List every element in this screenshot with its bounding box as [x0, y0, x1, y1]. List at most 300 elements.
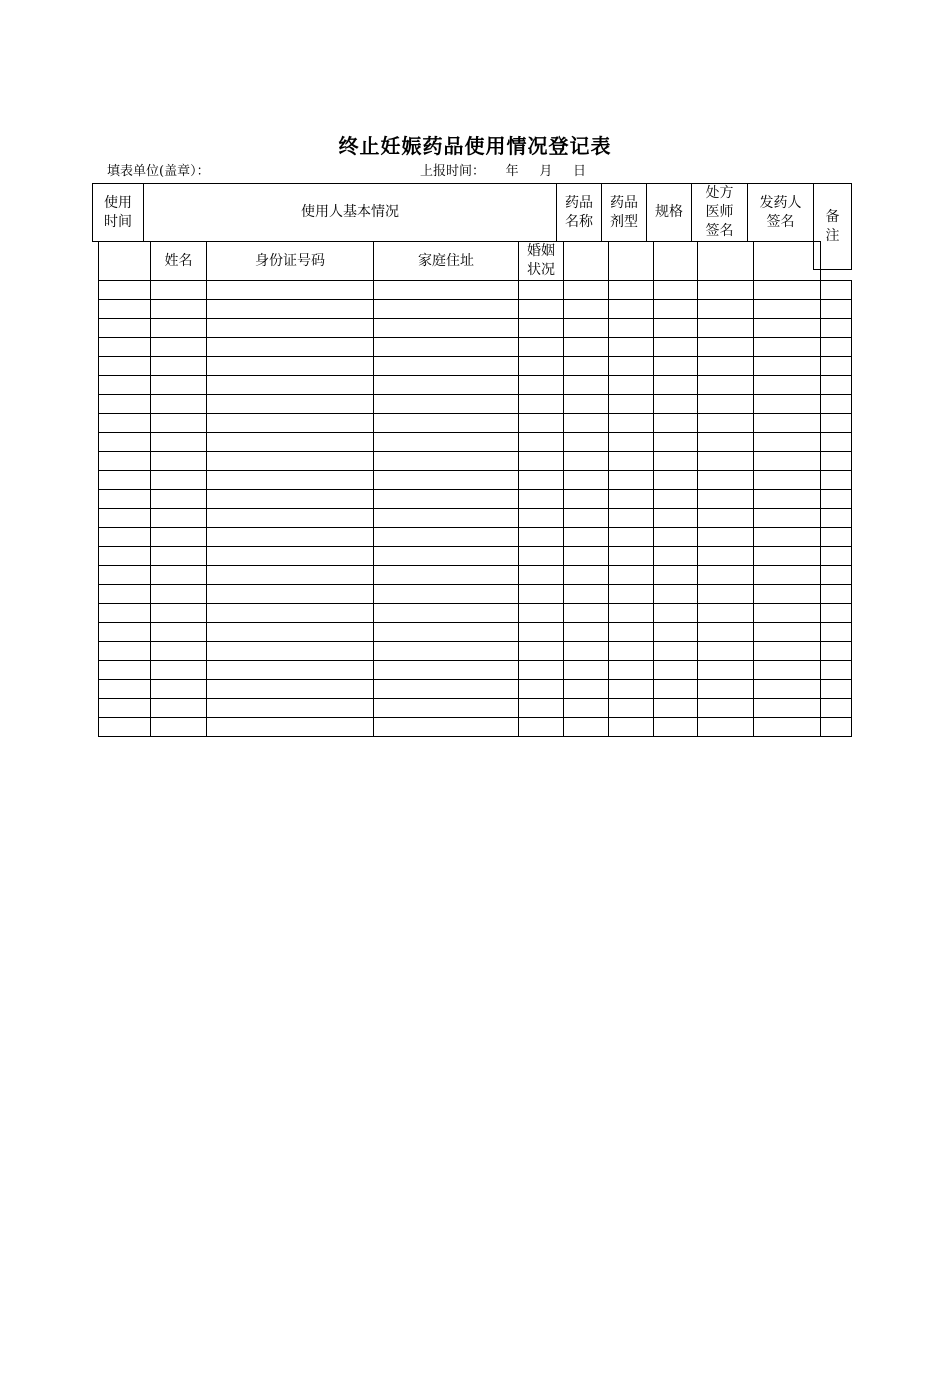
- table-cell: [654, 338, 698, 357]
- table-cell: [564, 585, 609, 604]
- table-cell: [519, 319, 564, 338]
- table-cell: [698, 604, 754, 623]
- table-cell: [654, 281, 698, 300]
- table-cell: [654, 433, 698, 452]
- table-cell: [564, 509, 609, 528]
- table-row: [99, 528, 852, 547]
- table-cell: [374, 300, 519, 319]
- table-cell: [654, 395, 698, 414]
- subheader-blank-prescriber: [697, 241, 754, 281]
- table-cell: [151, 604, 207, 623]
- table-row: [99, 585, 852, 604]
- table-cell: [564, 661, 609, 680]
- table-cell: [564, 642, 609, 661]
- table-cell: [151, 471, 207, 490]
- table-cell: [151, 338, 207, 357]
- table-cell: [654, 509, 698, 528]
- table-cell: [207, 338, 374, 357]
- table-cell: [821, 471, 852, 490]
- table-cell: [519, 471, 564, 490]
- table-cell: [151, 414, 207, 433]
- table-cell: [754, 509, 821, 528]
- table-cell: [374, 376, 519, 395]
- table-cell: [609, 680, 654, 699]
- table-cell: [374, 319, 519, 338]
- table-cell: [519, 338, 564, 357]
- table-cell: [609, 471, 654, 490]
- table-cell: [564, 490, 609, 509]
- table-cell: [519, 604, 564, 623]
- table-cell: [374, 585, 519, 604]
- table-cell: [564, 718, 609, 737]
- table-cell: [654, 623, 698, 642]
- subheader-marital-status: 婚姻 状况: [518, 241, 564, 281]
- table-cell: [698, 433, 754, 452]
- header-user-basic-info: 使用人基本情况: [143, 183, 557, 242]
- table-cell: [99, 623, 151, 642]
- table-cell: [654, 604, 698, 623]
- table-cell: [754, 566, 821, 585]
- table-cell: [609, 338, 654, 357]
- table-cell: [698, 300, 754, 319]
- table-cell: [207, 357, 374, 376]
- table-cell: [821, 547, 852, 566]
- table-cell: [609, 642, 654, 661]
- table-cell: [374, 433, 519, 452]
- table-cell: [821, 623, 852, 642]
- table-cell: [698, 319, 754, 338]
- table-cell: [754, 281, 821, 300]
- table-cell: [374, 357, 519, 376]
- table-cell: [519, 300, 564, 319]
- table-cell: [564, 319, 609, 338]
- table-cell: [99, 528, 151, 547]
- table-cell: [374, 661, 519, 680]
- table-cell: [374, 604, 519, 623]
- table-cell: [654, 414, 698, 433]
- table-cell: [609, 509, 654, 528]
- table-cell: [207, 566, 374, 585]
- table-cell: [564, 414, 609, 433]
- table-cell: [821, 699, 852, 718]
- table-cell: [754, 604, 821, 623]
- table-cell: [99, 642, 151, 661]
- table-cell: [207, 604, 374, 623]
- table-cell: [99, 281, 151, 300]
- table-cell: [374, 623, 519, 642]
- table-cell: [754, 452, 821, 471]
- table-cell: [207, 585, 374, 604]
- table-cell: [151, 699, 207, 718]
- fill-unit-label: 填表单位(盖章）：: [107, 164, 210, 179]
- table-cell: [374, 680, 519, 699]
- table-cell: [609, 566, 654, 585]
- table-cell: [99, 376, 151, 395]
- table-cell: [564, 376, 609, 395]
- table-cell: [151, 547, 207, 566]
- table-cell: [609, 661, 654, 680]
- table-cell: [609, 490, 654, 509]
- table-cell: [519, 699, 564, 718]
- table-cell: [374, 414, 519, 433]
- header-drug-name: 药品 名称: [556, 183, 602, 242]
- table-cell: [207, 281, 374, 300]
- table-cell: [151, 281, 207, 300]
- table-cell: [754, 661, 821, 680]
- table-cell: [754, 376, 821, 395]
- table-cell: [99, 566, 151, 585]
- table-cell: [654, 585, 698, 604]
- subheader-id-number: 身份证号码: [206, 241, 374, 281]
- subheader-blank: [98, 241, 151, 281]
- table-cell: [151, 376, 207, 395]
- table-cell: [374, 566, 519, 585]
- table-cell: [151, 642, 207, 661]
- table-cell: [821, 528, 852, 547]
- table-cell: [374, 395, 519, 414]
- table-cell: [99, 395, 151, 414]
- table-cell: [654, 566, 698, 585]
- table-cell: [609, 319, 654, 338]
- table-cell: [754, 623, 821, 642]
- table-cell: [151, 509, 207, 528]
- table-cell: [207, 680, 374, 699]
- table-cell: [698, 490, 754, 509]
- table-cell: [151, 395, 207, 414]
- table-cell: [821, 395, 852, 414]
- table-cell: [207, 642, 374, 661]
- table-cell: [151, 585, 207, 604]
- subheader-blank-dispenser: [753, 241, 821, 281]
- subheader-blank-drug-name: [563, 241, 609, 281]
- table-cell: [821, 509, 852, 528]
- table-cell: [374, 547, 519, 566]
- table-cell: [374, 699, 519, 718]
- table-cell: [99, 585, 151, 604]
- table-cell: [754, 680, 821, 699]
- table-cell: [207, 490, 374, 509]
- table-cell: [821, 490, 852, 509]
- table-cell: [99, 300, 151, 319]
- table-row: [99, 300, 852, 319]
- table-cell: [654, 319, 698, 338]
- table-cell: [754, 300, 821, 319]
- table-cell: [519, 357, 564, 376]
- table-cell: [151, 718, 207, 737]
- table-cell: [564, 680, 609, 699]
- table-cell: [151, 566, 207, 585]
- table-cell: [821, 661, 852, 680]
- table-cell: [564, 623, 609, 642]
- table-cell: [654, 642, 698, 661]
- table-row: [99, 661, 852, 680]
- table-cell: [754, 642, 821, 661]
- table-cell: [99, 319, 151, 338]
- table-cell: [654, 357, 698, 376]
- table-cell: [698, 357, 754, 376]
- table-row: [99, 547, 852, 566]
- table-cell: [207, 661, 374, 680]
- table-cell: [698, 414, 754, 433]
- table-cell: [609, 452, 654, 471]
- table-cell: [654, 718, 698, 737]
- table-cell: [207, 376, 374, 395]
- table-cell: [374, 642, 519, 661]
- table-cell: [821, 319, 852, 338]
- table-cell: [99, 718, 151, 737]
- form-title: 终止妊娠药品使用情况登记表: [338, 134, 612, 158]
- table-cell: [754, 718, 821, 737]
- table-cell: [519, 528, 564, 547]
- table-cell: [754, 338, 821, 357]
- table-cell: [654, 376, 698, 395]
- table-cell: [821, 376, 852, 395]
- table-cell: [99, 433, 151, 452]
- table-cell: [519, 547, 564, 566]
- table-cell: [99, 338, 151, 357]
- table-cell: [609, 528, 654, 547]
- table-cell: [654, 680, 698, 699]
- table-cell: [564, 547, 609, 566]
- table-cell: [99, 357, 151, 376]
- table-row: [99, 490, 852, 509]
- table-cell: [698, 509, 754, 528]
- table-row: [99, 604, 852, 623]
- table-cell: [99, 490, 151, 509]
- table-cell: [151, 452, 207, 471]
- table-cell: [754, 395, 821, 414]
- table-cell: [609, 281, 654, 300]
- table-cell: [519, 414, 564, 433]
- table-cell: [698, 338, 754, 357]
- table-cell: [821, 642, 852, 661]
- table-cell: [609, 300, 654, 319]
- table-cell: [207, 718, 374, 737]
- table-cell: [99, 471, 151, 490]
- table-cell: [654, 699, 698, 718]
- table-cell: [519, 433, 564, 452]
- table-cell: [207, 509, 374, 528]
- table-row: [99, 680, 852, 699]
- table-cell: [564, 699, 609, 718]
- table-cell: [564, 300, 609, 319]
- table-cell: [754, 319, 821, 338]
- registration-grid: [98, 280, 852, 737]
- table-cell: [654, 661, 698, 680]
- table-cell: [207, 623, 374, 642]
- table-cell: [654, 471, 698, 490]
- table-cell: [99, 699, 151, 718]
- table-cell: [821, 680, 852, 699]
- table-cell: [151, 433, 207, 452]
- table-cell: [698, 376, 754, 395]
- table-cell: [519, 661, 564, 680]
- table-cell: [207, 395, 374, 414]
- table-cell: [207, 471, 374, 490]
- table-cell: [609, 376, 654, 395]
- table-cell: [609, 547, 654, 566]
- table-row: [99, 319, 852, 338]
- table-row: [99, 509, 852, 528]
- table-cell: [654, 452, 698, 471]
- table-cell: [821, 414, 852, 433]
- header-spec: 规格: [646, 183, 692, 242]
- header-dispenser-sign: 发药人 签名: [747, 183, 814, 242]
- table-cell: [821, 566, 852, 585]
- table-row: [99, 433, 852, 452]
- table-cell: [151, 528, 207, 547]
- table-cell: [821, 338, 852, 357]
- table-cell: [609, 414, 654, 433]
- table-cell: [754, 547, 821, 566]
- table-row: [99, 471, 852, 490]
- table-row: [99, 566, 852, 585]
- table-cell: [151, 661, 207, 680]
- table-cell: [754, 471, 821, 490]
- table-cell: [821, 300, 852, 319]
- table-cell: [609, 433, 654, 452]
- table-cell: [754, 699, 821, 718]
- table-row: [99, 281, 852, 300]
- table-cell: [609, 585, 654, 604]
- table-cell: [207, 414, 374, 433]
- table-cell: [698, 395, 754, 414]
- table-cell: [698, 528, 754, 547]
- table-cell: [821, 281, 852, 300]
- table-cell: [374, 490, 519, 509]
- header-drug-form: 药品 剂型: [601, 183, 647, 242]
- table-cell: [698, 661, 754, 680]
- header-prescriber-sign: 处方 医师 签名: [691, 183, 748, 242]
- table-row: [99, 699, 852, 718]
- table-cell: [564, 452, 609, 471]
- table-cell: [151, 490, 207, 509]
- table-row: [99, 357, 852, 376]
- table-cell: [698, 680, 754, 699]
- table-cell: [99, 414, 151, 433]
- table-cell: [821, 452, 852, 471]
- table-cell: [564, 395, 609, 414]
- table-cell: [698, 642, 754, 661]
- table-cell: [821, 604, 852, 623]
- table-cell: [609, 699, 654, 718]
- table-cell: [821, 357, 852, 376]
- table-cell: [821, 433, 852, 452]
- table-cell: [564, 566, 609, 585]
- table-cell: [754, 357, 821, 376]
- table-cell: [754, 528, 821, 547]
- table-cell: [374, 509, 519, 528]
- table-cell: [698, 566, 754, 585]
- table-row: [99, 376, 852, 395]
- table-cell: [519, 680, 564, 699]
- subheader-blank-spec: [653, 241, 698, 281]
- table-cell: [821, 585, 852, 604]
- table-cell: [754, 414, 821, 433]
- subheader-name: 姓名: [150, 241, 207, 281]
- table-row: [99, 395, 852, 414]
- table-cell: [564, 471, 609, 490]
- table-cell: [374, 452, 519, 471]
- table-row: [99, 642, 852, 661]
- table-cell: [698, 623, 754, 642]
- table-cell: [374, 718, 519, 737]
- table-cell: [519, 585, 564, 604]
- table-cell: [207, 528, 374, 547]
- table-cell: [754, 490, 821, 509]
- table-cell: [99, 509, 151, 528]
- table-cell: [564, 528, 609, 547]
- table-cell: [564, 357, 609, 376]
- table-cell: [564, 604, 609, 623]
- table-row: [99, 452, 852, 471]
- table-cell: [654, 300, 698, 319]
- table-cell: [698, 471, 754, 490]
- table-row: [99, 338, 852, 357]
- table-cell: [151, 300, 207, 319]
- table-cell: [374, 338, 519, 357]
- table-cell: [519, 642, 564, 661]
- table-cell: [99, 547, 151, 566]
- table-cell: [519, 509, 564, 528]
- table-cell: [519, 395, 564, 414]
- table-cell: [151, 357, 207, 376]
- table-cell: [698, 281, 754, 300]
- table-cell: [519, 490, 564, 509]
- table-cell: [207, 433, 374, 452]
- table-cell: [698, 718, 754, 737]
- table-cell: [609, 357, 654, 376]
- table-cell: [698, 585, 754, 604]
- table-cell: [151, 319, 207, 338]
- table-cell: [698, 699, 754, 718]
- table-cell: [151, 680, 207, 699]
- table-cell: [374, 281, 519, 300]
- table-cell: [207, 319, 374, 338]
- report-time-label: 上报时间： 年 月 日: [420, 164, 586, 179]
- table-cell: [564, 433, 609, 452]
- table-cell: [207, 452, 374, 471]
- table-cell: [374, 528, 519, 547]
- subheader-home-address: 家庭住址: [373, 241, 519, 281]
- table-cell: [99, 680, 151, 699]
- table-cell: [99, 661, 151, 680]
- table-cell: [654, 528, 698, 547]
- table-cell: [374, 471, 519, 490]
- table-cell: [207, 699, 374, 718]
- table-row: [99, 623, 852, 642]
- table-cell: [564, 338, 609, 357]
- table-cell: [609, 718, 654, 737]
- table-cell: [151, 623, 207, 642]
- table-cell: [207, 547, 374, 566]
- table-cell: [519, 376, 564, 395]
- table-cell: [654, 547, 698, 566]
- table-cell: [609, 604, 654, 623]
- table-cell: [821, 718, 852, 737]
- table-cell: [654, 490, 698, 509]
- table-cell: [698, 547, 754, 566]
- table-cell: [207, 300, 374, 319]
- table-cell: [99, 604, 151, 623]
- table-row: [99, 718, 852, 737]
- table-cell: [609, 395, 654, 414]
- table-cell: [99, 452, 151, 471]
- table-row: [99, 414, 852, 433]
- table-cell: [519, 281, 564, 300]
- header-remarks: 备 注: [813, 183, 852, 270]
- table-cell: [564, 281, 609, 300]
